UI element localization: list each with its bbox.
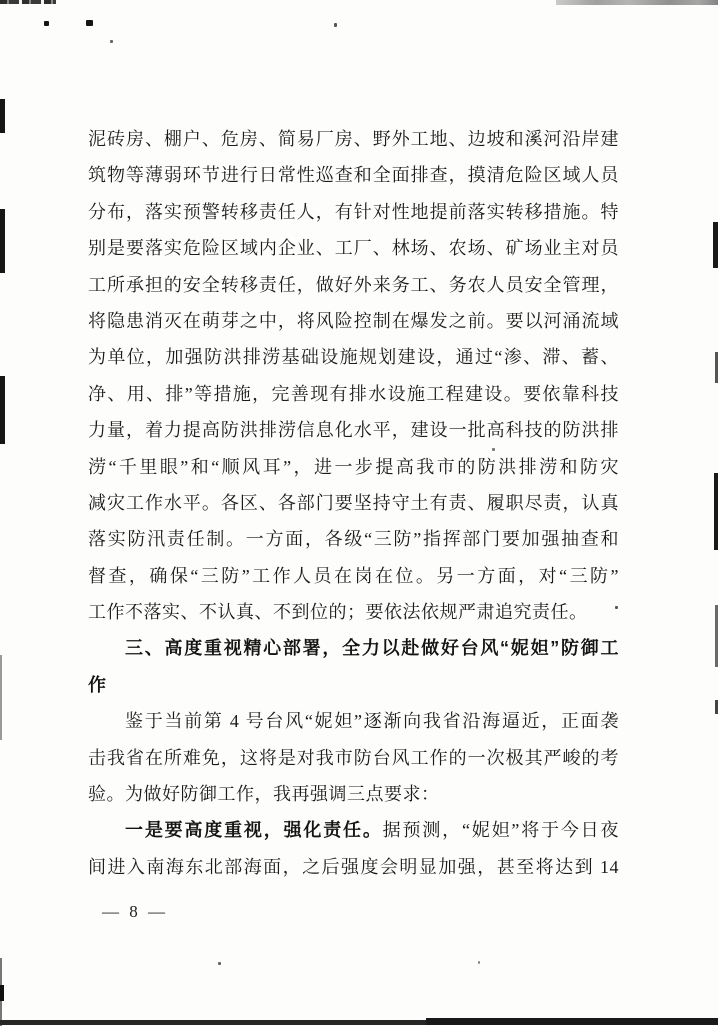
- section-heading-line: 作: [88, 674, 107, 695]
- text-line: 力量，着力提高防洪排涝信息化水平，建设一批高科技的防洪排: [88, 420, 619, 441]
- scan-artifact-left-bar: [0, 376, 5, 444]
- scan-artifact-bottom-left-blob: [0, 985, 4, 1001]
- text-line: 验。为做好防御工作，我再强调三点要求：: [88, 784, 440, 805]
- scan-artifact-top-left-streak: [0, 0, 56, 4]
- text-line: 别是要落实危险区域内企业、工厂、林场、农场、矿场业主对员: [88, 238, 619, 259]
- scan-artifact-left-bar: [0, 655, 2, 740]
- scan-artifact-speck: [110, 40, 113, 43]
- scan-artifact-left-bar: [0, 209, 5, 273]
- scan-artifact-bottom-left-line: [0, 958, 2, 1026]
- scan-artifact-speck: [334, 23, 337, 27]
- text-line: 泥砖房、棚户、危房、简易厂房、野外工地、边坡和溪河沿岸建: [88, 129, 619, 149]
- text-line: 筑物等薄弱环节进行日常性巡查和全面排查，摸清危险区域人员: [88, 165, 619, 186]
- section-heading-line: 三、高度重视精心部署，全力以赴做好台风“妮妲”防御工: [125, 638, 619, 659]
- scan-artifact-speck: [218, 962, 221, 965]
- text-line: 督查，确保“三防”工作人员在岗在位。另一方面，对“三防”: [88, 565, 619, 586]
- text-line: 鉴于当前第 4 号台风“妮妲”逐渐向我省沿海逼近，正面袭: [125, 711, 619, 732]
- text-line: 工作不落实、不认真、不到位的；要依法依规严肃追究责任。: [88, 602, 588, 623]
- scan-artifact-bottom-band: [0, 1020, 432, 1025]
- text-run: 据预测，“妮妲”将于今日夜: [382, 820, 619, 841]
- scan-artifact-right-bar: [714, 473, 718, 550]
- text-line: 为单位，加强防洪排涝基础设施规划建设，通过“渗、滞、蓄、: [88, 347, 619, 368]
- text-line: 涝“千里眼”和“顺风耳”，进一步提高我市的防洪排涝和防灾: [88, 456, 619, 477]
- scan-artifact-top-right-streak: [556, 0, 718, 5]
- page-number: — 8 —: [102, 902, 168, 921]
- text-line: 减灾工作水平。各区、各部门要坚持守土有责、履职尽责，认真: [88, 492, 619, 513]
- document-body: [88, 121, 619, 885]
- scan-artifact-speck: [478, 961, 480, 964]
- text-line: 将隐患消灭在萌芽之中，将风险控制在爆发之前。要以河涌流域: [88, 310, 619, 331]
- text-line: 净、用、排”等措施，完善现有排水设施工程建设。要依靠科技: [88, 383, 619, 404]
- scan-artifact-bottom-band: [426, 1018, 718, 1025]
- text-line: 落实防汛责任制。一方面，各级“三防”指挥部门要加强抽查和: [88, 529, 619, 550]
- bold-lead-text: 一是要高度重视，强化责任。: [125, 820, 383, 841]
- scan-artifact-left-bar: [0, 99, 5, 133]
- text-line: [88, 812, 619, 848]
- text-line: 工所承担的安全转移责任，做好外来务工、务农人员安全管理，: [88, 274, 619, 295]
- scan-artifact-speck: [44, 21, 49, 26]
- text-line: 间进入南海东北部海面，之后强度会明显加强，甚至将达到 14: [88, 856, 619, 877]
- text-line: 击我省在所难免，这将是对我市防台风工作的一次极其严峻的考: [88, 747, 619, 768]
- text-line: 分布，落实预警转移责任人，有针对性地提前落实转移措施。特: [88, 201, 619, 222]
- scan-artifact-right-bar: [713, 222, 718, 268]
- scan-artifact-speck: [86, 20, 93, 26]
